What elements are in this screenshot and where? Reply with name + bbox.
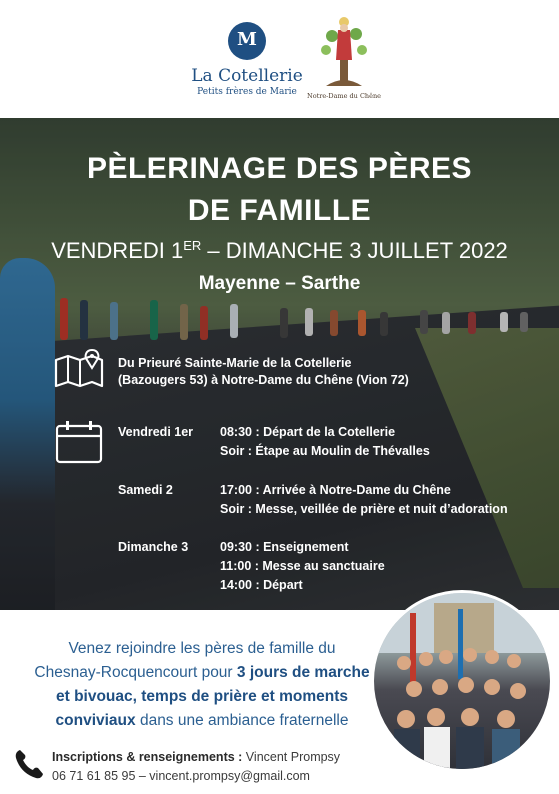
title-line-1: PÈLERINAGE DES PÈRES [86, 152, 473, 185]
calendar-icon [54, 420, 104, 464]
schedule-day-2: Samedi 2 [118, 483, 173, 497]
contact-info: Inscriptions & renseignements : Vincent Prompsy 06 71 61 85 95 – vincent.prompsy@gmail.com [52, 750, 341, 783]
schedule-events-1: 08:30 : Départ de la Cotellerie Soir : Étape au Moulin de Thévalles [220, 425, 430, 458]
event-dates: VENDREDI 1ER – DIMANCHE 3 JUILLET 2022 [51, 238, 508, 263]
group-photo [371, 590, 553, 772]
route-description: Du Prieuré Sainte-Marie de la Cotellerie (Bazougers 53) à Notre-Dame du Chêne (Vion 72) [118, 356, 409, 387]
cotellerie-subtitle: Petits frères de Marie [197, 87, 297, 97]
notre-dame-caption: Notre-Dame du Chêne [307, 92, 381, 100]
invitation-text: Venez rejoindre les pères de famille du Chesnay-Rocquencourt pour 3 jours de marche et bivouac, temps de prière et moments conviviaux dans une ambiance fraternelle [34, 640, 370, 729]
region: Mayenne – Sarthe [198, 273, 361, 294]
schedule-events-3: 09:30 : Enseignement 11:00 : Messe au sanctuaire 14:00 : Départ [220, 540, 385, 592]
notre-dame-du-chene-logo [307, 14, 381, 106]
title-line-2: DE FAMILLE [187, 194, 372, 227]
map-pin-icon [54, 348, 104, 388]
schedule-events-2: 17:00 : Arrivée à Notre-Dame du Chêne Soir : Messe, veillée de prière et nuit d’adoration [220, 483, 508, 516]
header [0, 0, 559, 118]
schedule-day-1: Vendredi 1er [118, 425, 194, 439]
cotellerie-logo [182, 22, 312, 98]
schedule-day-3: Dimanche 3 [118, 540, 189, 554]
cotellerie-name: La Cotellerie [191, 66, 303, 86]
phone-icon [14, 748, 44, 780]
cotellerie-emblem-icon: M [228, 22, 266, 60]
